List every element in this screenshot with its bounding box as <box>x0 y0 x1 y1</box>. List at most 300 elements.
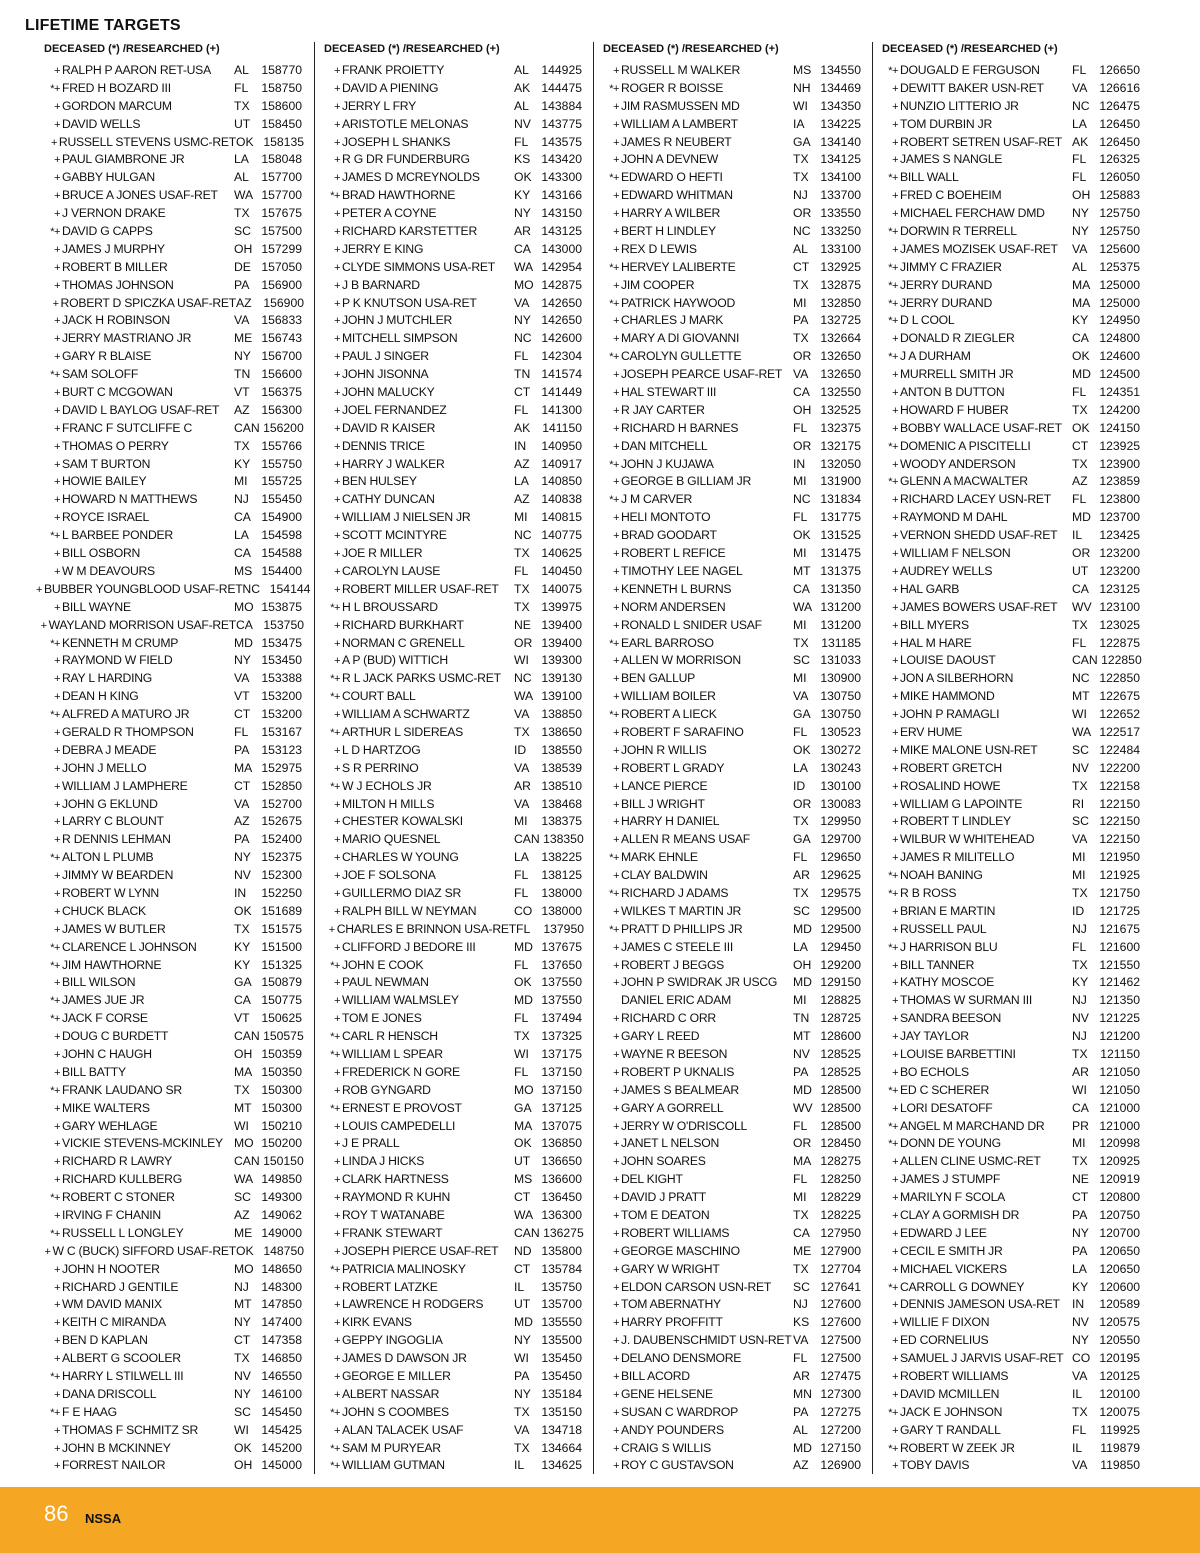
list-item <box>874 509 1142 527</box>
status-mark: + <box>613 1192 619 1205</box>
status-mark: + <box>54 1031 60 1044</box>
status-mark: *+ <box>50 995 60 1008</box>
list-item <box>595 1296 863 1314</box>
status-mark: + <box>892 619 898 632</box>
list-item <box>874 456 1142 474</box>
state-code: AR <box>1072 1064 1089 1079</box>
shooter-name: JOHN G EKLUND <box>62 796 158 811</box>
status-mark: + <box>334 637 340 650</box>
target-count: 135800 <box>541 1243 582 1258</box>
status-mark: + <box>613 1120 619 1133</box>
list-item <box>36 366 304 384</box>
target-count: 152675 <box>261 814 302 829</box>
target-count: 136275 <box>543 1225 584 1240</box>
list-item <box>316 62 584 80</box>
status-mark: *+ <box>50 852 60 865</box>
state-code: NY <box>514 1333 531 1348</box>
target-count: 143166 <box>541 188 582 203</box>
status-mark: + <box>334 762 340 775</box>
state-code: TX <box>1072 885 1088 900</box>
state-code: UT <box>234 116 251 131</box>
target-count: 138000 <box>541 885 582 900</box>
target-count: 158600 <box>261 98 302 113</box>
list-item <box>874 1028 1142 1046</box>
status-mark: + <box>54 65 60 77</box>
list-item <box>874 1386 1142 1404</box>
shooter-name: RUSSELL L LONGLEY <box>62 1225 184 1240</box>
shooter-name: GERALD R THOMPSON <box>62 724 194 739</box>
status-mark: + <box>334 548 340 561</box>
status-mark: *+ <box>888 315 898 328</box>
state-code: MD <box>793 975 812 990</box>
target-count: 149000 <box>261 1225 302 1240</box>
status-mark: + <box>334 65 340 77</box>
list-item <box>316 223 584 241</box>
target-count: 152700 <box>261 796 302 811</box>
shooter-name: BILL J WRIGHT <box>621 796 705 811</box>
state-code: VT <box>234 385 250 400</box>
state-code: TX <box>234 98 250 113</box>
list-item <box>316 473 584 491</box>
list-item <box>595 205 863 223</box>
target-count: 141449 <box>541 385 582 400</box>
state-code: NY <box>514 1386 531 1401</box>
state-code: NJ <box>1072 1029 1087 1044</box>
state-code: IN <box>793 456 806 471</box>
column-divider <box>593 42 594 1474</box>
list-item <box>316 599 584 617</box>
list-item <box>36 527 304 545</box>
target-count: 135150 <box>541 1404 582 1419</box>
state-code: FL <box>514 885 529 900</box>
shooter-name: WM DAVID MANIX <box>62 1297 162 1312</box>
target-count: 127704 <box>820 1261 861 1276</box>
status-mark: + <box>613 476 619 489</box>
state-code: FL <box>516 921 531 936</box>
shooter-name: S R PERRINO <box>342 760 419 775</box>
state-code: MO <box>514 1082 534 1097</box>
status-mark: + <box>334 1066 340 1079</box>
list-item <box>316 563 584 581</box>
target-count: 154144 <box>269 581 311 596</box>
list-item <box>316 1225 584 1243</box>
shooter-name: KEITH C MIRANDA <box>62 1315 166 1330</box>
shooter-name: PETER A COYNE <box>342 206 437 221</box>
state-code: CA <box>793 581 810 596</box>
list-item <box>36 277 304 295</box>
shooter-name: RUSSELL STEVENS USMC-RET <box>58 134 236 149</box>
status-mark: + <box>892 655 898 668</box>
state-code: MT <box>1072 689 1090 704</box>
state-code: FL <box>1072 385 1087 400</box>
status-mark: + <box>54 834 60 847</box>
shooter-name: LORI DESATOFF <box>900 1100 993 1115</box>
list-item <box>874 1457 1142 1475</box>
list-item <box>874 742 1142 760</box>
status-mark: *+ <box>330 691 340 704</box>
target-count: 132050 <box>820 456 861 471</box>
status-mark: + <box>892 494 898 507</box>
list-item <box>595 187 863 205</box>
status-mark: + <box>334 261 340 274</box>
state-code: CT <box>793 259 810 274</box>
status-mark: + <box>613 333 619 346</box>
list-item <box>874 599 1142 617</box>
status-mark: *+ <box>330 1263 340 1276</box>
status-mark: + <box>892 744 898 757</box>
target-count: 127200 <box>820 1422 861 1437</box>
list-item <box>874 652 1142 670</box>
list-item <box>316 402 584 420</box>
state-code: MD <box>1072 367 1091 382</box>
target-count: 157700 <box>261 170 302 185</box>
column-1 <box>36 42 311 1474</box>
status-mark: *+ <box>50 1227 60 1240</box>
target-count: 156375 <box>261 385 302 400</box>
status-mark: *+ <box>888 887 898 900</box>
target-count: 152300 <box>261 868 302 883</box>
status-mark: + <box>334 297 340 310</box>
status-mark: + <box>50 136 57 149</box>
status-mark: + <box>613 1424 619 1437</box>
state-code: MD <box>1072 510 1091 525</box>
target-count: 148750 <box>263 1243 304 1258</box>
list-item <box>595 116 863 134</box>
target-count: 150775 <box>261 993 302 1008</box>
shooter-name: CLAY BALDWIN <box>621 868 708 883</box>
shooter-name: RICHARD J ADAMS <box>621 885 729 900</box>
state-code: TX <box>1072 1404 1088 1419</box>
shooter-name: RUSSELL M WALKER <box>621 63 741 77</box>
shooter-name: ALLEN W MORRISON <box>621 653 741 668</box>
shooter-name: AUDREY WELLS <box>900 563 993 578</box>
state-code: AL <box>1072 259 1087 274</box>
status-mark: + <box>54 476 60 489</box>
state-code: MO <box>234 599 254 614</box>
status-mark: + <box>892 959 898 972</box>
state-code: PA <box>793 1404 809 1419</box>
target-count: 122875 <box>1099 635 1140 650</box>
state-code: VA <box>1072 241 1088 256</box>
target-count: 126900 <box>820 1458 861 1473</box>
status-mark: + <box>892 1156 898 1169</box>
list-item <box>874 1153 1142 1171</box>
target-count: 129650 <box>820 850 861 865</box>
status-mark: + <box>54 780 60 793</box>
shooter-name: DORWIN R TERRELL <box>900 224 1017 239</box>
shooter-name: GARY A GORRELL <box>621 1100 724 1115</box>
state-code: OR <box>793 349 812 364</box>
target-count: 138468 <box>541 796 582 811</box>
shooter-name: JAMES D DAWSON JR <box>342 1351 467 1366</box>
shooter-name: R B ROSS <box>900 885 957 900</box>
state-code: VA <box>1072 80 1088 95</box>
list-item <box>316 1171 584 1189</box>
list-item <box>316 813 584 831</box>
shooter-name: ROBERT LATZKE <box>342 1279 438 1294</box>
shooter-name: DAVID R KAISER <box>342 420 436 435</box>
list-item <box>595 688 863 706</box>
state-code: FL <box>514 563 529 578</box>
list-item <box>36 98 304 116</box>
state-code: MA <box>514 1118 533 1133</box>
state-code: NJ <box>234 1279 249 1294</box>
list-item <box>36 545 304 563</box>
target-count: 125375 <box>1099 259 1140 274</box>
status-mark: *+ <box>888 1406 898 1419</box>
shooter-name: CRAIG S WILLIS <box>621 1440 711 1455</box>
status-mark: + <box>613 798 619 811</box>
state-code: NV <box>1072 1011 1089 1026</box>
status-mark: + <box>334 494 340 507</box>
list-item <box>316 80 584 98</box>
target-count: 149850 <box>261 1172 302 1187</box>
target-count: 132850 <box>820 295 861 310</box>
state-code: CA <box>236 617 253 632</box>
status-mark: + <box>892 404 898 417</box>
state-code: NC <box>1072 98 1090 113</box>
state-code: TX <box>514 1404 530 1419</box>
state-code: TX <box>1072 778 1088 793</box>
target-count: 125750 <box>1099 206 1140 221</box>
state-code: WA <box>514 259 534 274</box>
status-mark: *+ <box>50 1192 60 1205</box>
target-count: 156900 <box>263 295 304 310</box>
shooter-name: WAYNE R BEESON <box>621 1046 728 1061</box>
state-code: DE <box>234 259 251 274</box>
shooter-name: DELANO DENSMORE <box>621 1351 742 1366</box>
target-count: 128725 <box>820 1011 861 1026</box>
shooter-name: W M DEAVOURS <box>62 563 155 578</box>
shooter-name: HOWARD F HUBER <box>900 402 1009 417</box>
state-code: MI <box>793 617 807 632</box>
target-count: 150879 <box>261 975 302 990</box>
status-mark: + <box>334 852 340 865</box>
status-mark: + <box>613 870 619 883</box>
target-count: 157700 <box>261 188 302 203</box>
status-mark: + <box>892 1245 898 1258</box>
status-mark: *+ <box>50 1013 60 1026</box>
shooter-name: L D HARTZOG <box>342 742 421 757</box>
target-count: 123925 <box>1099 438 1140 453</box>
status-mark: *+ <box>330 1031 340 1044</box>
state-code: IL <box>1072 1386 1083 1401</box>
shooter-name: D L COOL <box>900 313 955 328</box>
shooter-name: BUBBER YOUNGBLOOD USAF-RET <box>43 581 243 596</box>
target-count: 143300 <box>541 170 582 185</box>
shooter-name: DENNIS JAMESON USA-RET <box>900 1297 1060 1312</box>
list-item <box>316 1064 584 1082</box>
target-count: 128500 <box>820 1082 861 1097</box>
state-code: CA <box>1072 331 1089 346</box>
list-item <box>36 813 304 831</box>
list-item <box>36 1386 304 1404</box>
target-count: 146550 <box>261 1369 302 1384</box>
status-mark: *+ <box>330 1442 340 1455</box>
status-mark: + <box>54 1317 60 1330</box>
state-code: WA <box>234 1172 254 1187</box>
status-mark: + <box>892 422 898 435</box>
status-mark: + <box>892 1353 898 1366</box>
target-count: 158450 <box>261 116 302 131</box>
target-count: 130750 <box>820 689 861 704</box>
list-item <box>316 1207 584 1225</box>
shooter-name: PAUL GIAMBRONE JR <box>62 152 185 167</box>
status-mark: + <box>892 190 898 203</box>
list-item <box>595 670 863 688</box>
target-count: 157675 <box>261 206 302 221</box>
list-item <box>595 957 863 975</box>
status-mark: *+ <box>888 1138 898 1151</box>
shooter-name: J. DAUBENSCHMIDT USN-RET <box>621 1333 792 1348</box>
target-count: 131375 <box>820 563 861 578</box>
target-count: 129625 <box>820 868 861 883</box>
state-code: IA <box>793 116 805 131</box>
state-code: FL <box>514 868 529 883</box>
target-count: 121950 <box>1099 850 1140 865</box>
status-mark: + <box>334 279 340 292</box>
list-item <box>595 813 863 831</box>
target-count: 140625 <box>541 546 582 561</box>
list-item <box>595 527 863 545</box>
state-code: VA <box>793 1333 809 1348</box>
list-item <box>36 348 304 366</box>
state-code: TX <box>1072 617 1088 632</box>
status-mark: + <box>334 387 340 400</box>
column-4 <box>874 42 1142 1474</box>
target-count: 131775 <box>820 510 861 525</box>
target-count: 127641 <box>820 1279 861 1294</box>
state-code: OH <box>234 1458 253 1473</box>
list-item <box>316 1440 584 1458</box>
target-count: 134664 <box>541 1440 582 1455</box>
shooter-name: DAVID MCMILLEN <box>900 1386 1000 1401</box>
list-item <box>36 974 304 992</box>
target-count: 153200 <box>261 707 302 722</box>
state-code: MT <box>793 1029 811 1044</box>
state-code: WV <box>793 1100 813 1115</box>
shooter-name: P K KNUTSON USA-RET <box>342 295 477 310</box>
target-count: 123859 <box>1099 474 1140 489</box>
state-code: IL <box>1072 528 1083 543</box>
target-count: 142954 <box>541 259 582 274</box>
status-mark: + <box>334 977 340 990</box>
shooter-name: RONALD L SNIDER USAF <box>621 617 762 632</box>
state-code: TX <box>234 1351 250 1366</box>
status-mark: + <box>613 1031 619 1044</box>
target-count: 131900 <box>820 474 861 489</box>
status-mark: + <box>334 172 340 185</box>
target-count: 143150 <box>541 206 582 221</box>
list-item <box>874 921 1142 939</box>
shooter-name: HARRY H DANIEL <box>621 814 720 829</box>
list-item <box>595 491 863 509</box>
list-item <box>36 831 304 849</box>
state-code: ND <box>514 1243 532 1258</box>
target-count: 120998 <box>1099 1136 1140 1151</box>
status-mark: + <box>334 1084 340 1097</box>
shooter-name: MILTON H MILLS <box>342 796 435 811</box>
shooter-name: CHESTER KOWALSKI <box>342 814 463 829</box>
shooter-name: HARRY PROFFITT <box>621 1315 723 1330</box>
state-code: NC <box>514 528 532 543</box>
state-code: MT <box>793 563 811 578</box>
state-code: KY <box>234 957 251 972</box>
shooter-name: BEN HULSEY <box>342 474 417 489</box>
target-count: 150210 <box>261 1118 302 1133</box>
list-item <box>316 366 584 384</box>
state-code: PA <box>793 1064 809 1079</box>
list-item <box>316 670 584 688</box>
target-count: 138510 <box>541 778 582 793</box>
target-count: 135784 <box>541 1261 582 1276</box>
target-count: 128525 <box>820 1064 861 1079</box>
list-item <box>36 1368 304 1386</box>
state-code: FL <box>234 724 249 739</box>
shooter-name: ERNEST E PROVOST <box>342 1100 462 1115</box>
target-count: 134718 <box>541 1422 582 1437</box>
state-code: CAN <box>514 1225 540 1240</box>
target-count: 138650 <box>541 724 582 739</box>
status-mark: + <box>334 619 340 632</box>
shooter-name: ALLEN CLINE USMC-RET <box>900 1154 1041 1169</box>
state-code: FL <box>793 1351 808 1366</box>
status-mark: + <box>334 476 340 489</box>
target-count: 127475 <box>820 1369 861 1384</box>
target-count: 128225 <box>820 1208 861 1222</box>
target-count: 143000 <box>541 241 582 256</box>
list-item <box>36 134 304 152</box>
list-item <box>316 635 584 653</box>
status-mark: + <box>334 369 340 382</box>
state-code: MT <box>234 1297 252 1312</box>
list-item <box>316 992 584 1010</box>
list-item <box>36 151 304 169</box>
status-mark: + <box>613 1048 619 1061</box>
status-mark: + <box>892 583 898 596</box>
list-item <box>36 1279 304 1297</box>
target-count: 151500 <box>261 939 302 954</box>
status-mark: + <box>334 816 340 829</box>
status-mark: *+ <box>50 1084 60 1097</box>
status-mark: + <box>892 995 898 1008</box>
status-mark: + <box>892 673 898 686</box>
list-item <box>36 1171 304 1189</box>
status-mark: + <box>54 1120 60 1133</box>
list-item <box>595 1440 863 1458</box>
list-item <box>316 491 584 509</box>
state-code: MS <box>514 1172 533 1187</box>
shooter-name: JERRY L FRY <box>342 98 417 113</box>
state-code: NE <box>514 617 531 632</box>
list-item <box>595 1100 863 1118</box>
target-count: 141300 <box>541 402 582 417</box>
state-code: FL <box>793 1172 808 1187</box>
shooter-name: J A DURHAM <box>900 349 971 364</box>
targets-list <box>316 62 584 1475</box>
list-item <box>36 903 304 921</box>
shooter-name: WILLIAM L SPEAR <box>342 1046 443 1061</box>
state-code: FL <box>793 510 808 525</box>
state-code: KY <box>234 939 251 954</box>
shooter-name: CAROLYN LAUSE <box>342 563 441 578</box>
shooter-name: WILLIAM J LAMPHERE <box>62 778 188 793</box>
target-count: 132525 <box>820 402 861 417</box>
shooter-name: WILLIE F DIXON <box>900 1315 990 1330</box>
status-mark: + <box>613 1174 619 1187</box>
shooter-name: J E PRALL <box>342 1136 400 1151</box>
shooter-name: JOE R MILLER <box>342 546 423 561</box>
